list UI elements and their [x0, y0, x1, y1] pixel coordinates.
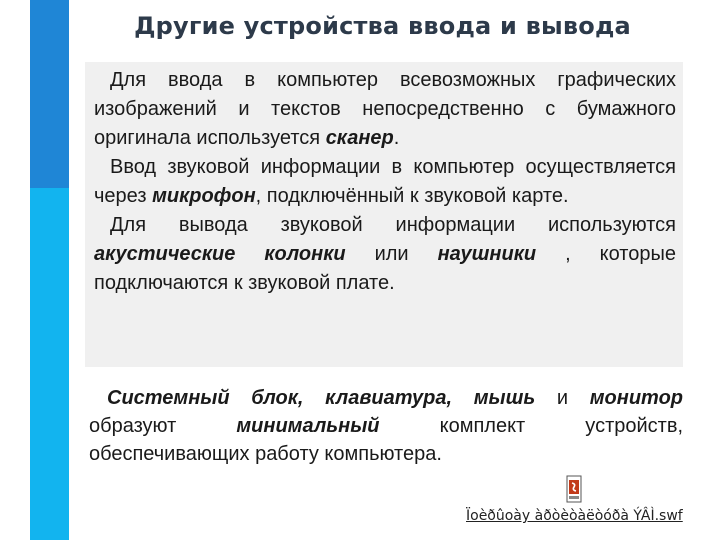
paragraph-text: Для ввода в компьютер всевозможных графических изображений и текстов непосредственно с бумажного оригинала используется: [94, 69, 676, 149]
slide-title: Другие устройства ввода и вывода: [134, 12, 631, 40]
paragraph-scanner: [94, 66, 676, 153]
term-minimal: минимальный: [236, 415, 380, 437]
term-system-unit-keyboard-mouse: Системный блок, клавиатура, мышь: [107, 387, 536, 409]
swf-file-icon[interactable]: [566, 475, 582, 503]
term-headphones: наушники: [437, 243, 537, 265]
paragraph-end: , которые подключаются к звуковой плате.: [94, 243, 676, 294]
paragraph-end: .: [393, 127, 400, 149]
paragraph-microphone: [94, 153, 676, 211]
term-monitor: монитор: [589, 387, 683, 409]
paragraph-text: Для вывода звуковой информации используются: [110, 214, 676, 236]
paragraph-mid: или: [345, 243, 438, 265]
paragraph-mid: образуют: [89, 415, 237, 437]
paragraph-end: , подключённый к звуковой карте.: [255, 185, 569, 207]
term-scanner: сканер: [325, 127, 394, 149]
minimal-set-text: [89, 384, 683, 468]
panel-text: [94, 66, 676, 298]
paragraph-end: комплект устройств, обеспечивающих работу компьютера.: [89, 415, 683, 465]
paragraph-minimal-set: [89, 384, 683, 468]
swf-file-link[interactable]: Ïoèðûoày àðòèòàëòóðà ÝÂÌ.swf: [466, 508, 683, 524]
sidebar-stripe-bottom: [30, 188, 69, 540]
term-microphone: микрофон: [152, 185, 256, 207]
conjunction: и: [535, 387, 590, 409]
paragraph-text: Ввод звуковой информации в компьютер осуществляется через: [94, 156, 676, 207]
paragraph-speakers: [94, 211, 676, 298]
term-speakers: акустические колонки: [94, 243, 346, 265]
